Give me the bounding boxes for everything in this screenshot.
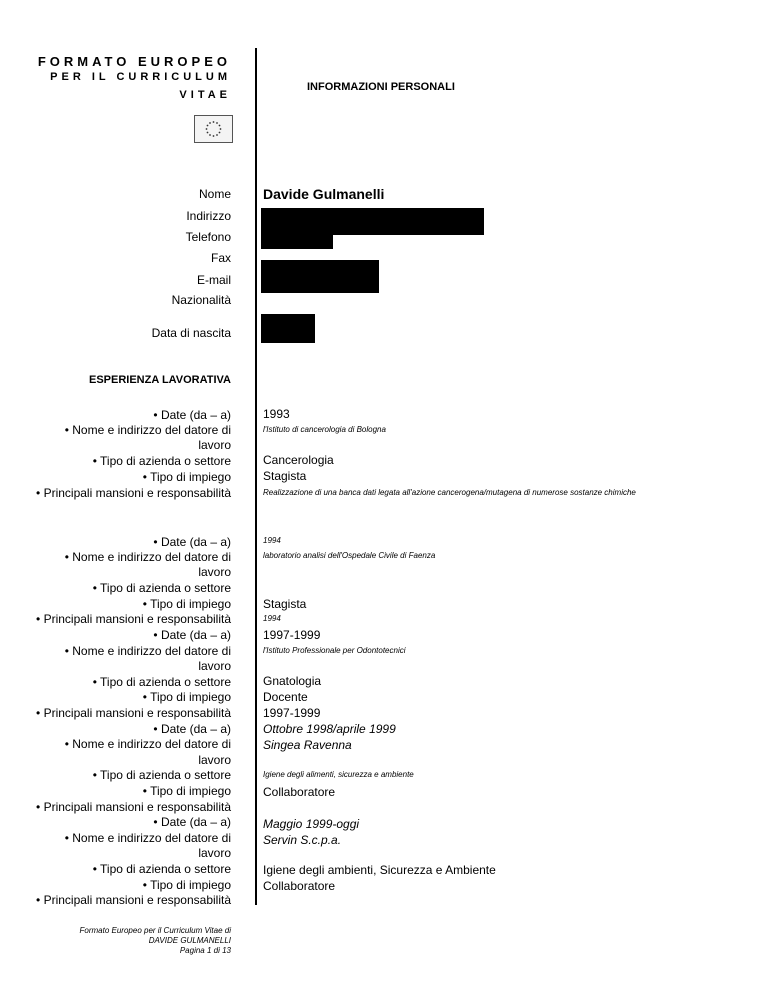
label-tipo-impiego: • Tipo di impiego (142, 690, 231, 704)
label-tipo-azienda: • Tipo di azienda o settore (92, 581, 231, 595)
label-tipo-impiego: • Tipo di impiego (142, 878, 231, 892)
label-mansioni: • Principali mansioni e responsabilità (36, 706, 231, 720)
cv-title-line1: FORMATO EUROPEO (37, 54, 231, 69)
label-tipo-impiego: • Tipo di impiego (142, 470, 231, 484)
value-text: Cancerologia (263, 453, 334, 467)
label-nome-datore-cont: lavoro (198, 753, 231, 767)
column-divider (255, 48, 257, 905)
label-fax: Fax (210, 251, 231, 265)
value-text: 1997-1999 (263, 628, 321, 642)
value-text: Stagista (263, 469, 307, 483)
label-mansioni: • Principali mansioni e responsabilità (36, 612, 231, 626)
redacted-email (261, 260, 379, 293)
value-text: Collaboratore (263, 785, 336, 799)
footer-line1: Formato Europeo per il Curriculum Vitae di (79, 926, 231, 935)
redacted-birthdate (261, 314, 315, 343)
value-text: 1997-1999 (263, 706, 321, 720)
value-nome: Davide Gulmanelli (263, 186, 385, 202)
label-date: • Date (da – a) (153, 722, 231, 736)
redacted-phone (261, 233, 333, 249)
value-text: Collaboratore (263, 879, 336, 893)
label-tipo-azienda: • Tipo di azienda o settore (92, 862, 231, 876)
value-text: laboratorio analisi dell'Ospedale Civile di Faenza (263, 551, 436, 560)
label-nome-datore: • Nome e indirizzo del datore di (64, 550, 231, 564)
value-text: Gnatologia (263, 674, 322, 688)
value-text: 1993 (263, 407, 290, 421)
value-text: Igiene degli alimenti, sicurezza e ambiente (263, 770, 414, 779)
label-nome-datore-cont: lavoro (198, 438, 231, 452)
cv-title-line3: VITAE (179, 89, 231, 101)
value-text: 1994 (263, 614, 281, 623)
label-date: • Date (da – a) (153, 408, 231, 422)
label-date: • Date (da – a) (153, 815, 231, 829)
label-tipo-azienda: • Tipo di azienda o settore (92, 768, 231, 782)
label-mansioni: • Principali mansioni e responsabilità (36, 893, 231, 907)
label-mansioni: • Principali mansioni e responsabilità (36, 486, 231, 500)
value-text: Singea Ravenna (263, 738, 352, 752)
label-tipo-azienda: • Tipo di azienda o settore (92, 675, 231, 689)
label-nome-datore: • Nome e indirizzo del datore di (64, 644, 231, 658)
label-tipo-azienda: • Tipo di azienda o settore (92, 454, 231, 468)
value-text: Servin S.c.p.a. (263, 833, 342, 847)
footer-page-number: Pagina 1 di 13 (179, 946, 231, 955)
label-date: • Date (da – a) (153, 535, 231, 549)
label-nome-datore: • Nome e indirizzo del datore di (64, 831, 231, 845)
label-nome-datore: • Nome e indirizzo del datore di (64, 423, 231, 437)
eu-flag-icon (194, 115, 233, 143)
value-text: l'Istituto Professionale per Odontotecnici (263, 646, 406, 655)
label-nazionalita: Nazionalità (171, 293, 231, 307)
label-tipo-impiego: • Tipo di impiego (142, 784, 231, 798)
label-nome-datore-cont: lavoro (198, 565, 231, 579)
value-text: Realizzazione di una banca dati legata all'azione cancerogena/mutagena di numerose sostanze chimiche (263, 488, 636, 497)
label-nome-datore-cont: lavoro (198, 659, 231, 673)
value-text: Igiene degli ambienti, Sicurezza e Ambiente (263, 863, 496, 877)
label-tipo-impiego: • Tipo di impiego (142, 597, 231, 611)
label-email: E-mail (196, 273, 231, 287)
value-text: l'Istituto di cancerologia di Bologna (263, 425, 386, 434)
value-text: Stagista (263, 597, 307, 611)
footer-line2: DAVIDE GULMANELLI (148, 936, 231, 945)
label-nome-datore-cont: lavoro (198, 846, 231, 860)
label-nome-datore: • Nome e indirizzo del datore di (64, 737, 231, 751)
value-text: Ottobre 1998/aprile 1999 (263, 722, 396, 736)
label-nome: Nome (198, 187, 231, 201)
label-telefono: Telefono (185, 230, 231, 244)
section-personal-info: INFORMAZIONI PERSONALI (307, 81, 455, 93)
redacted-address (261, 208, 484, 235)
section-experience: ESPERIENZA LAVORATIVA (89, 374, 231, 386)
label-indirizzo: Indirizzo (186, 209, 231, 223)
label-data-nascita: Data di nascita (151, 326, 231, 340)
value-text: Maggio 1999-oggi (263, 817, 360, 831)
label-date: • Date (da – a) (153, 628, 231, 642)
cv-title-line2: PER IL CURRICULUM (50, 71, 231, 83)
value-text: Docente (263, 690, 308, 704)
label-mansioni: • Principali mansioni e responsabilità (36, 800, 231, 814)
value-text: 1994 (263, 536, 281, 545)
